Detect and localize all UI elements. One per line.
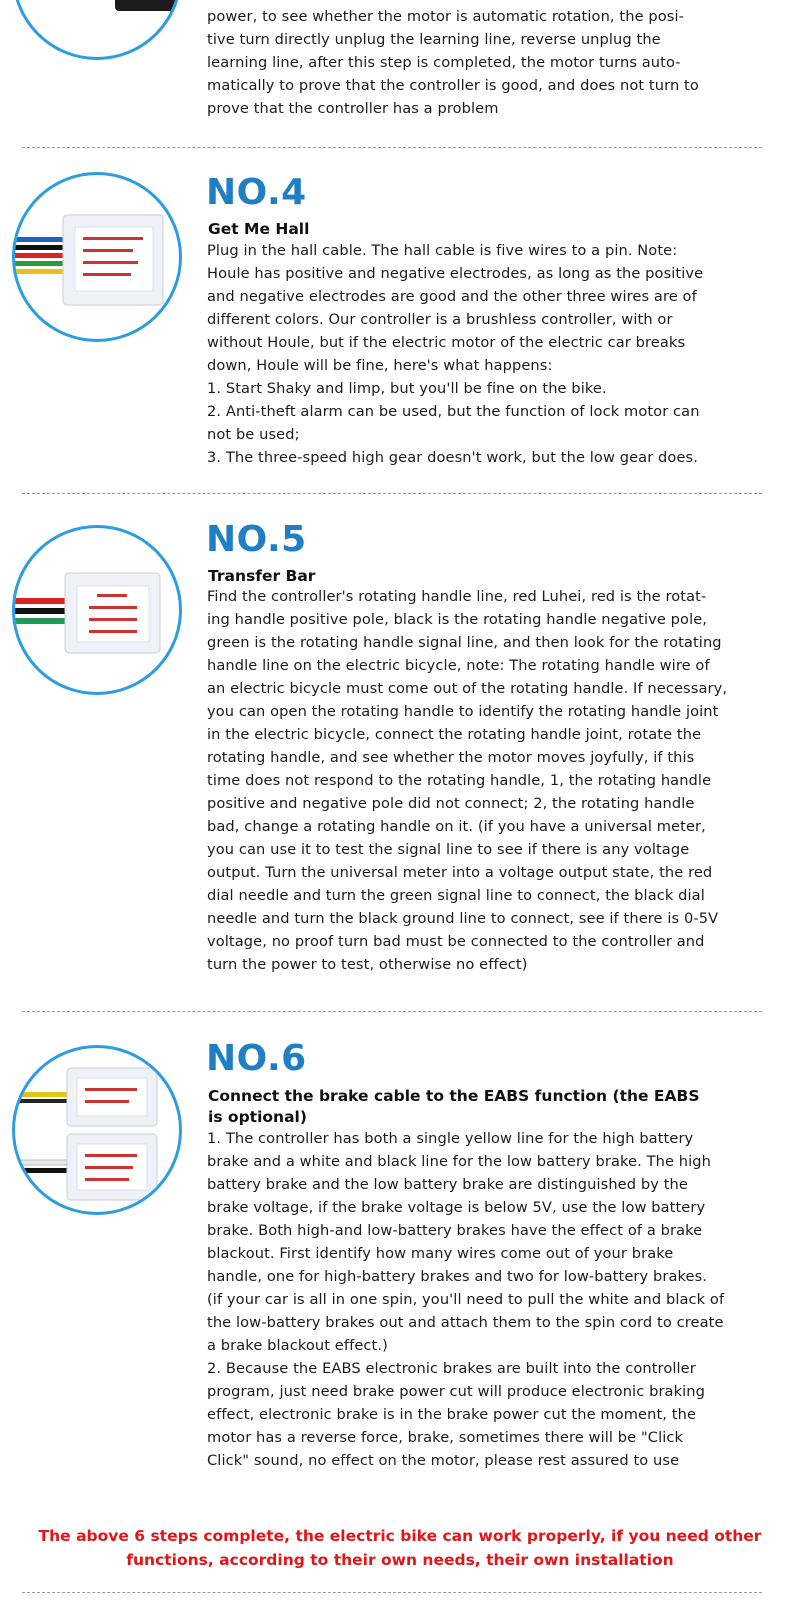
step5-connector-image — [12, 525, 182, 695]
divider-2 — [22, 493, 762, 494]
divider-4 — [22, 1592, 762, 1593]
step3-connector-image — [12, 0, 182, 60]
step4-connector-image — [12, 172, 182, 342]
step4-title: Get Me Hall — [208, 220, 310, 238]
step5-number: NO.5 — [206, 519, 307, 560]
step6-number: NO.6 — [206, 1038, 307, 1079]
step3-text: power, to see whether the motor is automatic rotation, the posi- tive turn directly unplug the learning line, reverse unplug the learning line, after this step is completed, the motor turns auto- matically to prove that the controller is good, and does not turn to prove that the controller has a problem — [207, 8, 699, 117]
hall-connector-icon — [15, 175, 179, 339]
throttle-connector-icon — [15, 528, 179, 692]
step5-title: Transfer Bar — [208, 567, 316, 585]
step4-body: Plug in the hall cable. The hall cable is five wires to a pin. Note: Houle has positive and negative electrodes, as long as the positive and negative electrodes are good and the other three wires are of different colors. Our controller is a brushless controller, with or without Houle, but if the electric motor of the electric car breaks down, Houle will be fine, here's what happens: 1. Start Shaky and limp, but you'll be fine on the bike. 2. Anti-theft alarm can be used, but the function of lock motor can not be used; 3. The three-speed high gear doesn't work, but the low gear does. — [207, 242, 704, 466]
step6-connector-image — [12, 1045, 182, 1215]
step5-body: Find the controller's rotating handle line, red Luhei, red is the rotat- ing handle positive pole, black is the rotating handle negative pole, green is the rotating handle signal line, and then look for the rotating handle line on the electric bicycle, note: The rotating handle wire of an electric bicycle must come out of the rotating handle. If necessary, you can open the rotating handle to identify the rotating handle joint in the electric bicycle, connect the rotating handle joint, rotate the rotating handle, and see whether the motor moves joyfully, if this time does not respond to the rotating handle, 1, the rotating handle positive and negative pole did not connect; 2, the rotating handle bad, change a rotating handle on it. (if you have a universal meter, you can use it to test the signal line to see if there is any voltage output. Turn the universal meter into a voltage output state, the red dial needle and turn the green signal line to connect, the black dial needle and turn the black ground line to connect, see if there is 0-5V voltage, no proof turn bad must be connected to the controller and turn the power to test, otherwise no effect) — [207, 588, 728, 973]
divider-1 — [22, 147, 762, 148]
step4-number: NO.4 — [206, 172, 307, 213]
learning-line-connector-icon — [15, 0, 179, 57]
brake-connector-icon — [15, 1048, 179, 1212]
step6-body: 1. The controller has both a single yellow line for the high battery brake and a white and black line for the low battery brake. The high battery brake and the low battery brake are distinguished by the brake voltage, if the brake voltage is below 5V, use the low battery brake. Both high-and low-battery brakes have the effect of a brake blackout. First identify how many wires come out of your brake handle, one for high-battery brakes and two for low-battery brakes. (if your car is all in one spin, you'll need to pull the white and black of the low-battery brakes out and attach them to the spin cord to create a brake blackout effect.) 2. Because the EABS electronic brakes are built into the controller program, just need brake power cut will produce electronic braking effect, electronic brake is in the brake power cut the moment, the motor has a reverse force, brake, sometimes there will be "Click Click" sound, no effect on the motor, please rest assured to use — [207, 1130, 725, 1469]
divider-3 — [22, 1011, 762, 1012]
step6-title: Connect the brake cable to the EABS function (the EABS is optional) — [208, 1087, 700, 1126]
footer-notice: The above 6 steps complete, the electric bike can work properly, if you need other functions, according to their own needs, their own installation — [38, 1527, 762, 1569]
